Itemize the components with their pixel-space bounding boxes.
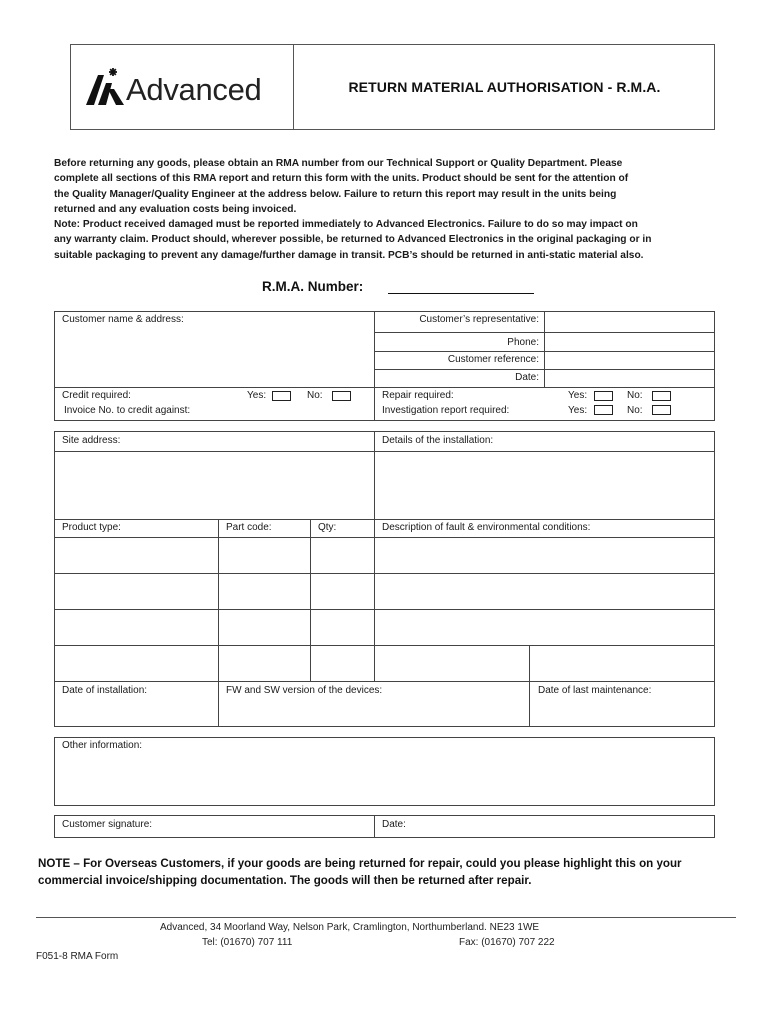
intro-line: any warranty claim. Product should, wherever possible, be returned to Advanced Electronics in the original packaging or in	[54, 234, 652, 246]
part-code-field[interactable]	[219, 538, 309, 572]
no-label: No:	[307, 390, 323, 401]
logo-text: Advanced	[126, 72, 262, 107]
form-title: RETURN MATERIAL AUTHORISATION - R.M.A.	[348, 79, 661, 95]
invoice-no-label: Invoice No. to credit against:	[64, 405, 191, 416]
form-code: F051-8 RMA Form	[36, 951, 119, 962]
repair-required-label: Repair required:	[382, 390, 454, 401]
installation-details-field[interactable]	[375, 452, 714, 518]
rma-number-label: R.M.A. Number:	[262, 279, 364, 294]
date-last-maintenance-label: Date of last maintenance:	[538, 685, 652, 696]
repair-no-checkbox[interactable]	[652, 391, 671, 401]
investigation-yes-checkbox[interactable]	[594, 405, 613, 415]
site-address-field[interactable]	[55, 452, 373, 518]
customer-rep-field[interactable]	[545, 312, 714, 331]
advanced-logo-icon	[84, 67, 126, 107]
customer-reference-label: Customer reference:	[447, 354, 539, 365]
other-info-label: Other information:	[62, 740, 143, 751]
intro-line: Note: Product received damaged must be reported immediately to Advanced Electronics. Failure to do so may impact on	[54, 219, 638, 231]
divider	[374, 311, 375, 421]
overseas-note	[38, 855, 738, 889]
intro-line: returned and any evaluation costs being invoiced.	[54, 203, 297, 215]
qty-label: Qty:	[318, 522, 337, 533]
fault-description-field[interactable]	[375, 538, 714, 572]
intro-line: Before returning any goods, please obtain an RMA number from our Technical Support or Quality Department. Please	[54, 158, 623, 169]
other-info-field[interactable]	[55, 754, 714, 805]
investigation-required-label: Investigation report required:	[382, 405, 510, 416]
divider	[374, 815, 375, 838]
divider	[529, 645, 530, 727]
divider	[54, 519, 715, 520]
intro-text	[54, 156, 722, 263]
note-line: NOTE – For Overseas Customers, if your goods are being returned for repair, could you please highlight this on your	[38, 857, 682, 870]
date-label: Date:	[515, 372, 539, 383]
yes-label: Yes:	[568, 405, 588, 416]
product-type-field[interactable]	[55, 538, 217, 572]
intro-line: suitable packaging to prevent any damage/further damage in transit. PCB’s should be returned in anti-static material also.	[54, 249, 644, 261]
date-installation-label: Date of installation:	[62, 685, 148, 696]
footer-tel: Tel: (01670) 707 111	[202, 937, 293, 948]
credit-required-label: Credit required:	[62, 390, 131, 401]
credit-no-checkbox[interactable]	[332, 391, 351, 401]
divider	[54, 573, 715, 574]
phone-field[interactable]	[545, 333, 714, 350]
divider	[54, 645, 715, 646]
yes-label: Yes:	[568, 390, 588, 401]
fault-description-label: Description of fault & environmental conditions:	[382, 522, 591, 533]
divider	[54, 387, 715, 388]
site-address-label: Site address:	[62, 435, 121, 446]
yes-label: Yes:	[247, 390, 267, 401]
rma-number-field[interactable]	[388, 293, 534, 294]
footer-divider	[36, 917, 736, 918]
divider	[54, 609, 715, 610]
investigation-no-checkbox[interactable]	[652, 405, 671, 415]
customer-name-address-field[interactable]	[55, 328, 373, 386]
intro-line: complete all sections of this RMA report and return this form with the units. Product should be sent for the attention of	[54, 173, 629, 185]
customer-name-address-label: Customer name & address:	[62, 314, 184, 325]
note-line: commercial invoice/shipping documentation. The goods will then be returned after repair.	[38, 874, 532, 887]
repair-yes-checkbox[interactable]	[594, 391, 613, 401]
intro-line: the Quality Manager/Quality Engineer at the address below. Failure to return this report may result in the units being	[54, 188, 617, 200]
divider	[54, 681, 715, 682]
phone-label: Phone:	[507, 337, 539, 348]
footer-fax: Fax: (01670) 707 222	[459, 937, 555, 948]
qty-field[interactable]	[311, 538, 373, 572]
customer-rep-label: Customer’s representative:	[419, 314, 539, 325]
date-field[interactable]	[545, 370, 714, 386]
fw-sw-version-label: FW and SW version of the devices:	[226, 685, 383, 696]
signature-date-label: Date:	[382, 819, 406, 830]
no-label: No:	[627, 390, 643, 401]
customer-reference-field[interactable]	[545, 352, 714, 368]
product-type-label: Product type:	[62, 522, 121, 533]
part-code-label: Part code:	[226, 522, 272, 533]
credit-yes-checkbox[interactable]	[272, 391, 291, 401]
installation-details-label: Details of the installation:	[382, 435, 494, 446]
no-label: No:	[627, 405, 643, 416]
footer-address: Advanced, 34 Moorland Way, Nelson Park, Cramlington, Northumberland. NE23 1WE	[160, 922, 540, 933]
signature-label: Customer signature:	[62, 819, 153, 830]
